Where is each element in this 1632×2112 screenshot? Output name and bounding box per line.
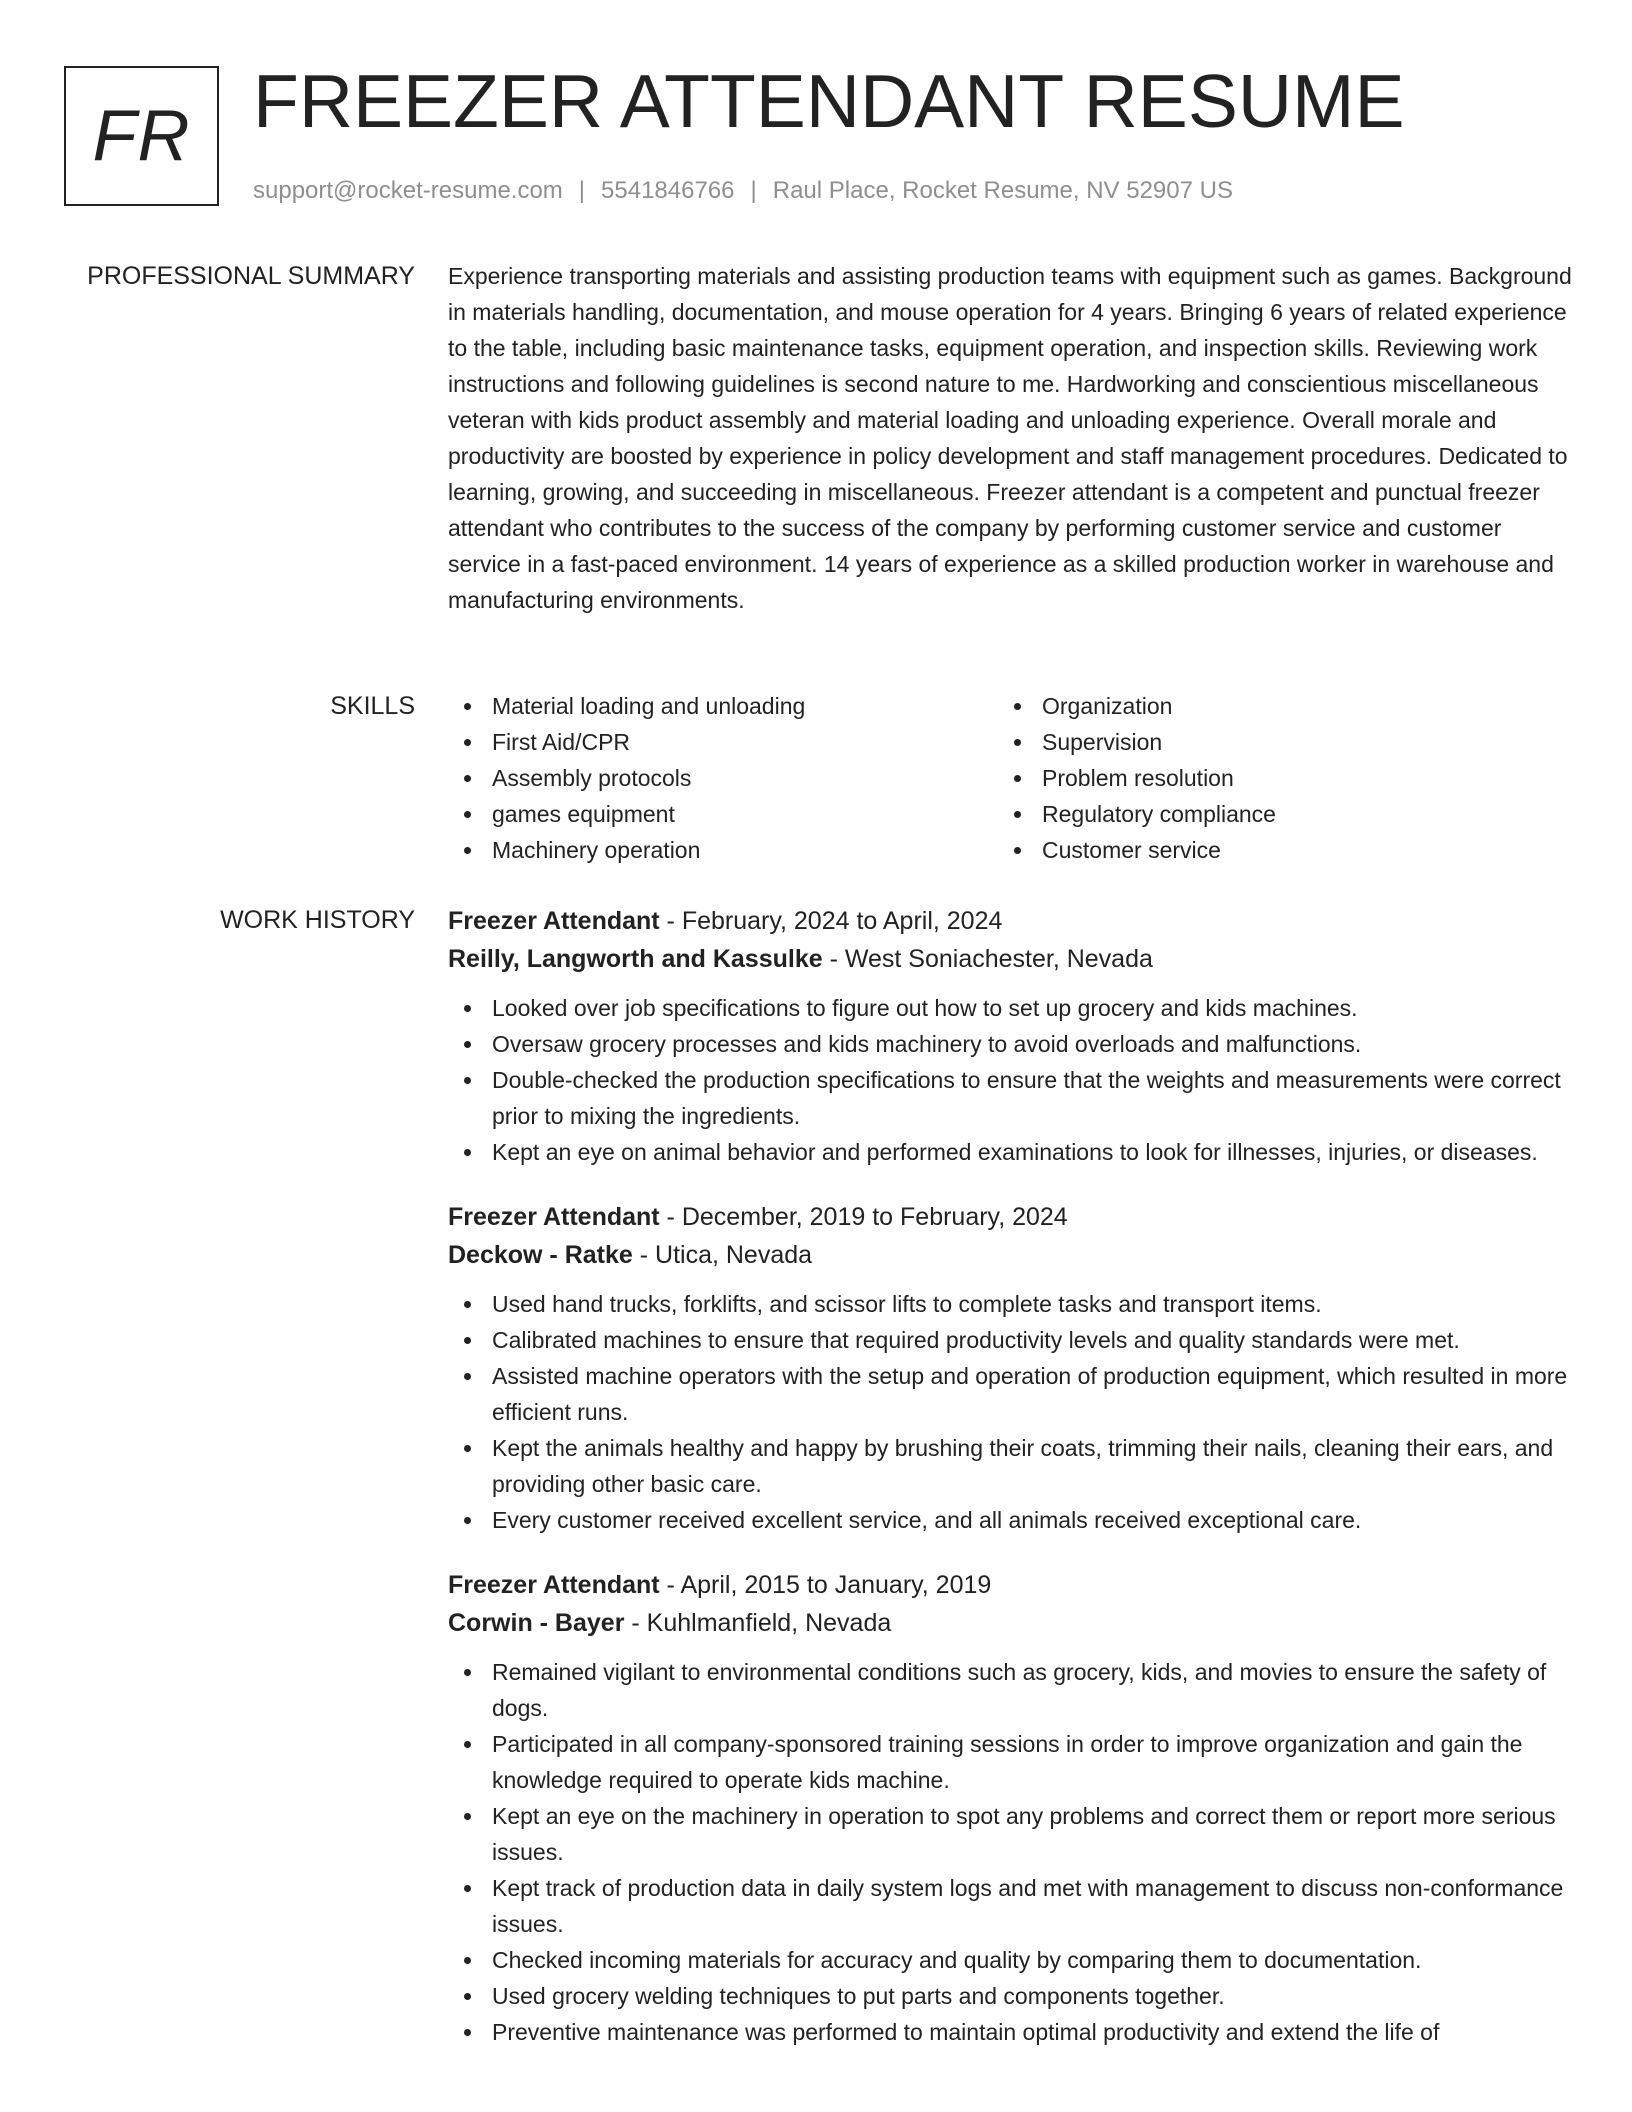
job-bullet: Oversaw grocery processes and kids machinery to avoid overloads and malfunctions. bbox=[448, 1026, 1574, 1062]
job-bullet: Participated in all company-sponsored training sessions in order to improve organization and gain the knowledge required to operate kids machine. bbox=[448, 1726, 1574, 1798]
monogram-logo: FR bbox=[64, 66, 219, 206]
job-title: Freezer Attendant bbox=[448, 1571, 660, 1599]
job-company-line bbox=[448, 1604, 1574, 1642]
job-bullets bbox=[448, 1654, 1574, 2050]
job-title-line bbox=[448, 1198, 1574, 1236]
job-dates: - December, 2019 to February, 2024 bbox=[659, 1203, 1068, 1231]
job-bullets bbox=[448, 990, 1574, 1170]
job-bullet: Kept track of production data in daily system logs and met with management to discuss non-conformance issues. bbox=[448, 1870, 1574, 1942]
job-title: Freezer Attendant bbox=[448, 1203, 660, 1231]
job-entry bbox=[448, 902, 1574, 1170]
job-location: - Utica, Nevada bbox=[632, 1241, 813, 1269]
job-company: Reilly, Langworth and Kassulke bbox=[448, 945, 823, 973]
job-title: Freezer Attendant bbox=[448, 907, 660, 935]
skills-list-right bbox=[998, 688, 1548, 868]
job-bullet: Kept an eye on the machinery in operation to spot any problems and correct them or report more serious issues. bbox=[448, 1798, 1574, 1870]
job-location: - West Soniachester, Nevada bbox=[822, 945, 1153, 973]
job-company: Corwin - Bayer bbox=[448, 1609, 625, 1637]
skill-item: games equipment bbox=[448, 796, 998, 832]
contact-line bbox=[253, 176, 1233, 206]
job-bullet: Double-checked the production specifications to ensure that the weights and measurements were correct prior to mixing the ingredients. bbox=[448, 1062, 1574, 1134]
work-history-heading: WORK HISTORY bbox=[220, 906, 415, 934]
skill-item: Organization bbox=[998, 688, 1548, 724]
skill-item: Assembly protocols bbox=[448, 760, 998, 796]
contact-address: Raul Place, Rocket Resume, NV 52907 US bbox=[772, 177, 1233, 204]
job-entry bbox=[448, 1198, 1574, 1538]
job-bullet: Calibrated machines to ensure that required productivity levels and quality standards were met. bbox=[448, 1322, 1574, 1358]
contact-email[interactable]: support@rocket-resume.com bbox=[253, 177, 563, 204]
summary-text: Experience transporting materials and assisting production teams with equipment such as games. Background in materials handling, documentation, and mouse operation for 4 years. Bringing 6 years of related experience to the table, including basic maintenance tasks, equipment operation, and inspection skills. Reviewing work instructions and following guidelines is second nature to me. Hardworking and conscientious miscellaneous veteran with kids product assembly and material loading and unloading experience. Overall morale and productivity are boosted by experience in policy development and staff management procedures. Dedicated to learning, growing, and succeeding in miscellaneous. Freezer attendant is a competent and punctual freezer attendant who contributes to the success of the company by performing customer service and customer service in a fast-paced environment. 14 years of experience as a skilled production worker in warehouse and manufacturing environments. bbox=[448, 263, 1572, 613]
job-company-line bbox=[448, 940, 1574, 978]
job-company-line bbox=[448, 1236, 1574, 1274]
job-bullet: Used grocery welding techniques to put parts and components together. bbox=[448, 1978, 1574, 2014]
job-bullet: Kept the animals healthy and happy by brushing their coats, trimming their nails, cleaning their ears, and providing other basic care. bbox=[448, 1430, 1574, 1502]
job-bullet: Preventive maintenance was performed to maintain optimal productivity and extend the life of bbox=[448, 2014, 1574, 2050]
job-title-line bbox=[448, 1566, 1574, 1604]
skills-list-left bbox=[448, 688, 998, 868]
job-bullet: Kept an eye on animal behavior and performed examinations to look for illnesses, injuries, or diseases. bbox=[448, 1134, 1574, 1170]
skill-item: First Aid/CPR bbox=[448, 724, 998, 760]
job-bullet: Used hand trucks, forklifts, and scissor lifts to complete tasks and transport items. bbox=[448, 1286, 1574, 1322]
job-bullet: Checked incoming materials for accuracy and quality by comparing them to documentation. bbox=[448, 1942, 1574, 1978]
contact-separator: | bbox=[750, 177, 757, 204]
job-bullet: Assisted machine operators with the setup and operation of production equipment, which resulted in more efficient runs. bbox=[448, 1358, 1574, 1430]
job-dates: - February, 2024 to April, 2024 bbox=[659, 907, 1003, 935]
job-company: Deckow - Ratke bbox=[448, 1241, 633, 1269]
job-bullet: Looked over job specifications to figure out how to set up grocery and kids machines. bbox=[448, 990, 1574, 1026]
skill-item: Customer service bbox=[998, 832, 1548, 868]
job-title-line bbox=[448, 902, 1574, 940]
job-bullet: Every customer received excellent service, and all animals received exceptional care. bbox=[448, 1502, 1574, 1538]
skill-item: Machinery operation bbox=[448, 832, 998, 868]
job-bullet: Remained vigilant to environmental conditions such as grocery, kids, and movies to ensure the safety of dogs. bbox=[448, 1654, 1574, 1726]
contact-phone[interactable]: 5541846766 bbox=[601, 177, 735, 204]
work-history-body bbox=[448, 902, 1574, 2078]
job-bullets bbox=[448, 1286, 1574, 1538]
skills-heading: SKILLS bbox=[330, 692, 415, 720]
skill-item: Material loading and unloading bbox=[448, 688, 998, 724]
skills-grid bbox=[448, 688, 1574, 868]
job-entry bbox=[448, 1566, 1574, 2050]
summary-heading: PROFESSIONAL SUMMARY bbox=[87, 262, 415, 290]
skill-item: Supervision bbox=[998, 724, 1548, 760]
job-location: - Kuhlmanfield, Nevada bbox=[624, 1609, 892, 1637]
resume-title: FREEZER ATTENDANT RESUME bbox=[253, 59, 1405, 143]
skill-item: Regulatory compliance bbox=[998, 796, 1548, 832]
job-dates: - April, 2015 to January, 2019 bbox=[659, 1571, 992, 1599]
skill-item: Problem resolution bbox=[998, 760, 1548, 796]
summary-body bbox=[448, 258, 1574, 618]
contact-separator: | bbox=[578, 177, 586, 204]
